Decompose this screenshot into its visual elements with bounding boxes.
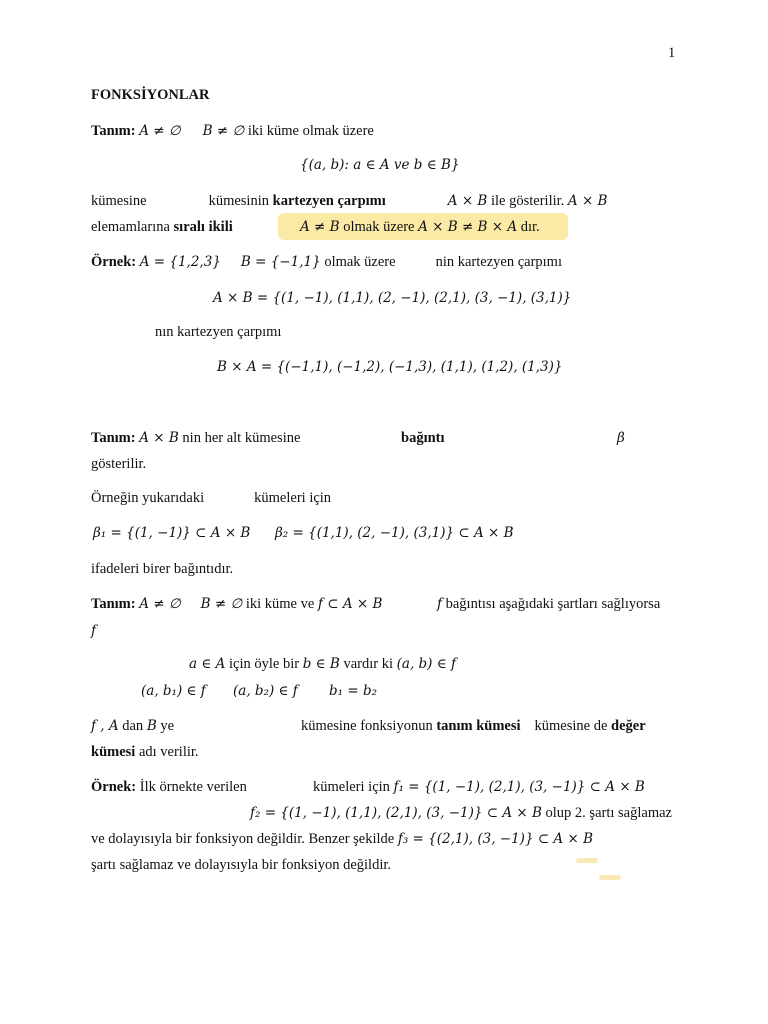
- def3-line-d: ye: [160, 718, 175, 734]
- def1-line3-bold: kartezyen çarpımı: [272, 193, 386, 209]
- ex2-f1: f₁ = {(1, −1), (2,1), (3, −1)} ⊂ A × B: [393, 779, 645, 795]
- def3-c2-m1: (a, b₁) ∈ f: [141, 683, 206, 699]
- def3-line1-right: [437, 595, 660, 613]
- def2-example-b: kümeleri için: [254, 490, 332, 506]
- ex1-bxa-line: [217, 358, 563, 376]
- ex1-axb: A × B = {(1, −1), (1,1), (2, −1), (2,1), (3, −1), (3,1)}: [213, 290, 572, 306]
- def2-conclusion: ifadeleri birer bağıntıdır.: [91, 561, 234, 577]
- def3-cond-b: B ≠ ∅: [200, 596, 243, 612]
- def3-line-bold2: değer: [611, 718, 646, 734]
- def1-hl-math2: A × B ≠ B × A: [418, 219, 518, 235]
- def2-conclusion-line: [91, 560, 233, 578]
- def3-c2-m2: (a, b₂) ∈ f: [233, 683, 298, 699]
- page-number: 1: [668, 45, 676, 61]
- def3-math2: f: [437, 596, 442, 612]
- def1-hl-text1: olmak üzere: [343, 219, 415, 235]
- ex2-line4: [91, 856, 391, 874]
- def2-line2: [91, 455, 146, 473]
- def3-condition2-b: [233, 682, 298, 700]
- def1-cond-a: A ≠ ∅: [139, 123, 181, 139]
- def3-line-c: B: [146, 718, 157, 734]
- def2-example-line: [91, 489, 331, 507]
- def3-line-a: f , A: [91, 718, 119, 734]
- highlight-smudge: [576, 858, 598, 863]
- def3-c1-text1: için öyle bir: [229, 656, 300, 672]
- ex2-text2: kümeleri için: [313, 779, 390, 795]
- ex1-text2: nin kartezyen çarpımı: [435, 254, 562, 270]
- def2-bold: bağıntı: [401, 430, 445, 446]
- def3-label: Tanım:: [91, 596, 136, 612]
- ex1-text1: olmak üzere: [324, 254, 396, 270]
- ex2-text3: olup 2. şartı sağlamaz: [545, 805, 672, 821]
- ex1-label: Örnek:: [91, 254, 137, 270]
- def1-hl-math1: A ≠ B: [300, 219, 340, 235]
- def3-math1: f ⊂ A × B: [317, 596, 383, 612]
- def3-condition2-c: [329, 682, 377, 700]
- def3-condition1: [189, 655, 456, 673]
- def3-text1: iki küme ve: [245, 596, 315, 612]
- highlight-smudge: [599, 875, 621, 880]
- def3-cond-a: A ≠ ∅: [139, 596, 181, 612]
- heading-text: FONKSİYONLAR: [91, 87, 210, 103]
- def2-beta: β: [617, 430, 625, 446]
- def2-beta1: β₁ = {(1, −1)} ⊂ A × B: [93, 525, 251, 541]
- ex1-line1: [91, 253, 562, 271]
- ex1-axb-line: [213, 289, 571, 307]
- def2-example-a: Örneğin yukarıdaki: [91, 490, 205, 506]
- def3-condition2-a: [141, 682, 206, 700]
- def2-text2: gösterilir.: [91, 456, 147, 472]
- def3-c1-math2: b ∈ B: [302, 656, 340, 672]
- def1-line3: [91, 192, 607, 210]
- def2-label: Tanım:: [91, 430, 136, 446]
- def2-line1: [91, 429, 300, 447]
- def1-cond-b: B ≠ ∅: [202, 123, 245, 139]
- def1-set-expr: {(a, b): a ∈ A ve b ∈ B}: [300, 157, 460, 173]
- def1-line3-a: kümesine: [91, 193, 147, 209]
- def2-math: A × B: [139, 430, 179, 446]
- def3-text2: bağıntısı aşağıdaki şartları sağlıyorsa: [445, 596, 661, 612]
- ex2-line2: [250, 804, 672, 822]
- def2-text1: nin her alt kümesine: [182, 430, 301, 446]
- def3-c2-m3: b₁ = b₂: [329, 683, 378, 699]
- ex1-set-a: A = {1,2,3}: [139, 254, 221, 270]
- ex2-label: Örnek:: [91, 779, 137, 795]
- def3-line-bold1: tanım kümesi: [436, 718, 521, 734]
- def1-set-expression: [300, 156, 460, 174]
- def3-domain-line: [91, 717, 174, 735]
- def1-text: iki küme olmak üzere: [247, 123, 374, 139]
- ex1-line3: [155, 323, 281, 341]
- def3-line-b: dan: [122, 718, 144, 734]
- def1-line4-bold: sıralı ikili: [173, 219, 233, 235]
- def1-line3-c: ile gösterilir.: [490, 193, 565, 209]
- def3-line1: [91, 595, 382, 613]
- ex2-line1-right: [313, 778, 645, 796]
- ex1-bxa: B × A = {(−1,1), (−1,2), (−1,3), (1,1), (1,2), (1,3)}: [217, 359, 563, 375]
- def3-line-e: kümesine fonksiyonun: [301, 718, 433, 734]
- def1-line3-b: kümesinin: [208, 193, 269, 209]
- def3-c1-math1: a ∈ A: [189, 656, 226, 672]
- ex1-set-b: B = {−1,1}: [240, 254, 321, 270]
- ex2-line1: [91, 778, 247, 796]
- def2-beta1-line: [93, 524, 250, 542]
- def1-line3-math: A × B: [447, 193, 488, 209]
- ex2-text4: ve dolayısıyla bir fonksiyon değildir. Benzer şekilde: [91, 831, 395, 847]
- def3-c1-math3: (a, b) ∈ f: [396, 656, 457, 672]
- def1-line3-math2: A × B: [567, 193, 608, 209]
- def2-beta2-line: [275, 524, 514, 542]
- def3-line2: [91, 622, 96, 640]
- ex1-text3: nın kartezyen çarpımı: [155, 324, 282, 340]
- ex2-f2: f₂ = {(1, −1), (1,1), (2,1), (3, −1)} ⊂ A × B: [250, 805, 542, 821]
- def1-line4: [91, 218, 233, 236]
- def1-hl-text2: dır.: [520, 219, 540, 235]
- ex2-line3: [91, 830, 593, 848]
- def1-label: Tanım:: [91, 123, 136, 139]
- ex2-f3: f₃ = {(2,1), (3, −1)} ⊂ A × B: [397, 831, 593, 847]
- def3-domain-line-right: [301, 717, 646, 735]
- ex2-text1: İlk örnekte verilen: [139, 779, 247, 795]
- def3-c1-text2: vardır ki: [343, 656, 393, 672]
- def2-bold-term: [401, 429, 445, 447]
- page-title: [91, 86, 209, 104]
- def3-line-g: adı verilir.: [138, 744, 199, 760]
- def3-math3: f: [91, 623, 96, 639]
- ex2-text5: şartı sağlamaz ve dolayısıyla bir fonksiyon değildir.: [91, 857, 392, 873]
- def2-beta2: β₂ = {(1,1), (2, −1), (3,1)} ⊂ A × B: [275, 525, 514, 541]
- def1-highlighted-statement: [300, 218, 540, 236]
- def2-beta-symbol: [617, 429, 625, 447]
- def1-line4-a: elemamlarına: [91, 219, 170, 235]
- def1-line1: [91, 122, 374, 140]
- def3-line-f: kümesine de: [534, 718, 608, 734]
- def3-domain-line2: [91, 743, 199, 761]
- def3-line-bold3: kümesi: [91, 744, 136, 760]
